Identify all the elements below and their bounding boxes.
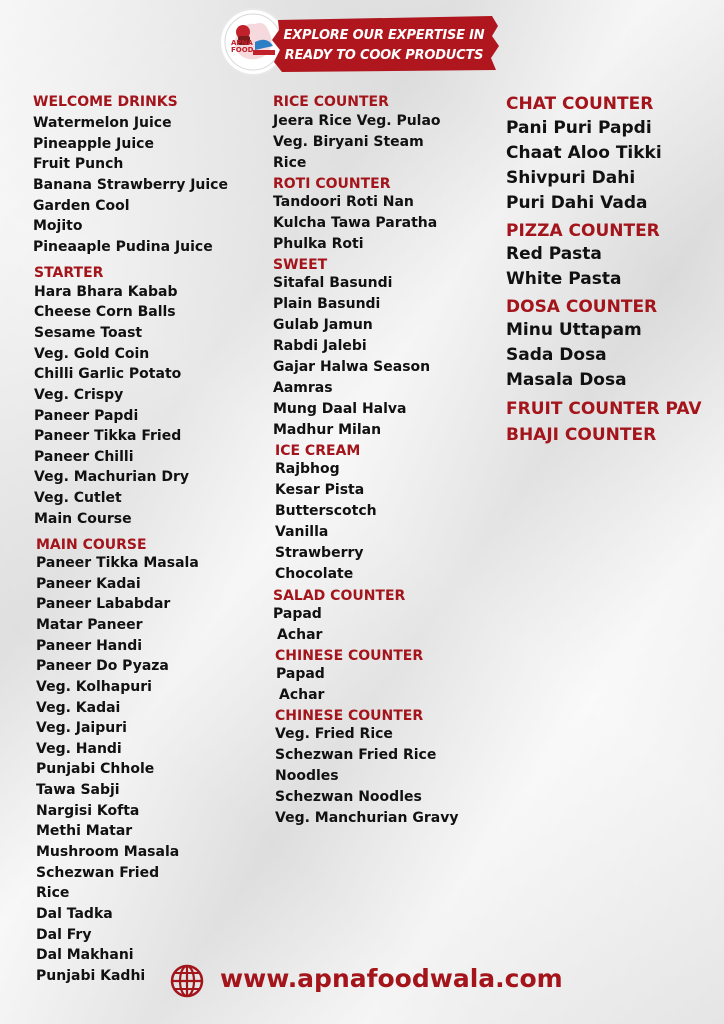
menu-item: Madhur Milan (273, 422, 382, 438)
menu-item: Paneer Papdi (34, 408, 139, 424)
menu-item: Paneer Handi (36, 638, 143, 654)
section-heading-chinese-counter: CHINESE COUNTER (275, 648, 424, 664)
menu-item: Sitafal Basundi (273, 275, 393, 291)
menu-item: Masala Dosa (506, 370, 627, 390)
menu-item: Banana Strawberry Juice (33, 177, 228, 193)
menu-item: Punjabi Chhole (36, 761, 155, 777)
header-banner (272, 14, 500, 74)
menu-item: Strawberry (275, 545, 364, 561)
menu-item: Schezwan Fried (36, 865, 160, 881)
menu-item: Kulcha Tawa Paratha (273, 215, 438, 231)
menu-item: Noodles (275, 768, 339, 784)
footer (170, 962, 590, 998)
menu-item: Minu Uttapam (506, 320, 642, 340)
menu-item: Phulka Roti (273, 236, 364, 252)
section-heading-chinese-counter: CHINESE COUNTER (275, 708, 424, 724)
menu-item: Schezwan Noodles (275, 789, 422, 805)
menu-item: Main Course (34, 511, 132, 527)
menu-item: Veg. Fried Rice (275, 726, 393, 742)
website-link[interactable]: www.apnafoodwala.com (220, 964, 563, 993)
menu-item: Chocolate (275, 566, 354, 582)
section-heading-rice-counter: RICE COUNTER (273, 94, 389, 110)
menu-item: Sada Dosa (506, 345, 607, 365)
menu-item: Rabdi Jalebi (273, 338, 367, 354)
menu-item: Papad (276, 666, 325, 682)
menu-item: Dal Makhani (36, 947, 134, 963)
menu-item: Shivpuri Dahi (506, 168, 636, 188)
menu-item: Chaat Aloo Tikki (506, 143, 662, 163)
menu-item: Plain Basundi (273, 296, 381, 312)
menu-item: Veg. Crispy (34, 387, 124, 403)
menu-item: Gajar Halwa Season (273, 359, 431, 375)
menu-item: Tandoori Roti Nan (273, 194, 414, 210)
menu-item: Methi Matar (36, 823, 133, 839)
menu-item: Papad (273, 606, 322, 622)
menu-item: Kesar Pista (275, 482, 365, 498)
menu-item: Rice (36, 885, 70, 901)
menu-item: Schezwan Fried Rice (275, 747, 437, 763)
menu-item: Chilli Garlic Potato (34, 366, 182, 382)
menu-item: Paneer Tikka Masala (36, 555, 199, 571)
menu-item: Pani Puri Papdi (506, 118, 652, 138)
section-heading-chat-counter: CHAT COUNTER (506, 94, 654, 114)
section-heading-sweet: SWEET (273, 257, 328, 273)
menu-item: Jeera Rice Veg. Pulao (273, 113, 441, 129)
menu-item: Cheese Corn Balls (34, 304, 176, 320)
menu-item: Tawa Sabji (36, 782, 120, 798)
menu-item: Hara Bhara Kabab (34, 284, 178, 300)
menu-item: Paneer Kadai (36, 576, 141, 592)
menu-item: Veg. Handi (36, 741, 122, 757)
menu-item: Veg. Kolhapuri (36, 679, 152, 695)
globe-icon (170, 964, 204, 998)
section-heading-dosa-counter: DOSA COUNTER (506, 297, 658, 317)
menu-item: Veg. Jaipuri (36, 720, 127, 736)
menu-item: Pineapple Juice (33, 136, 154, 152)
menu-item: Butterscotch (275, 503, 377, 519)
menu-item: Watermelon Juice (33, 115, 172, 131)
banner-text (272, 26, 496, 66)
menu-item: Paneer Tikka Fried (34, 428, 182, 444)
menu-item: White Pasta (506, 269, 622, 289)
menu-item: Dal Tadka (36, 906, 113, 922)
menu-item: Rice (273, 155, 307, 171)
banner-line-2: READY TO COOK PRODUCTS (284, 48, 484, 63)
section-heading-starter: STARTER (34, 265, 104, 281)
section-heading-main-course: MAIN COURSE (36, 537, 147, 553)
menu-item: Aamras (273, 380, 333, 396)
menu-item: Veg. Gold Coin (34, 346, 150, 362)
menu-item: Gulab Jamun (273, 317, 373, 333)
menu-item: Vanilla (275, 524, 329, 540)
menu-item: Dal Fry (36, 927, 92, 943)
menu-item: Veg. Biryani Steam (273, 134, 424, 150)
menu-item: Garden Cool (33, 198, 130, 214)
section-heading-ice-cream: ICE CREAM (275, 443, 361, 459)
menu-item: Rajbhog (275, 461, 340, 477)
menu-item: Fruit Punch (33, 156, 124, 172)
menu-item: Red Pasta (506, 244, 602, 264)
menu-item: Mojito (33, 218, 83, 234)
menu-item: Paneer Lababdar (36, 596, 171, 612)
menu-item: Sesame Toast (34, 325, 143, 341)
section-heading-welcome-drinks: WELCOME DRINKS (33, 94, 178, 110)
menu-item: Nargisi Kofta (36, 803, 140, 819)
section-heading-roti-counter: ROTI COUNTER (273, 176, 391, 192)
menu-item: Veg. Cutlet (34, 490, 122, 506)
menu-item: Pineaaple Pudina Juice (33, 239, 213, 255)
menu-item: Mung Daal Halva (273, 401, 407, 417)
menu-item: Paneer Chilli (34, 449, 134, 465)
menu-item: Matar Paneer (36, 617, 143, 633)
menu-item: Paneer Do Pyaza (36, 658, 169, 674)
menu-item: Achar (279, 687, 325, 703)
section-heading-pizza-counter: PIZZA COUNTER (506, 221, 660, 241)
section-heading-fruit-counter: FRUIT COUNTER PAV (506, 399, 702, 419)
menu-item: Veg. Kadai (36, 700, 121, 716)
menu-item: Achar (277, 627, 323, 643)
section-heading-bhaji-counter: BHAJI COUNTER (506, 425, 657, 445)
logo-text: APNA FOOD (231, 39, 254, 54)
menu-item: Punjabi Kadhi (36, 968, 146, 984)
section-heading-salad-counter: SALAD COUNTER (273, 588, 406, 604)
menu-item: Mushroom Masala (36, 844, 180, 860)
menu-item: Veg. Machurian Dry (34, 469, 190, 485)
menu-item: Veg. Manchurian Gravy (275, 810, 459, 826)
menu-item: Puri Dahi Vada (506, 193, 648, 213)
banner-line-1: EXPLORE OUR EXPERTISE IN (283, 28, 485, 43)
